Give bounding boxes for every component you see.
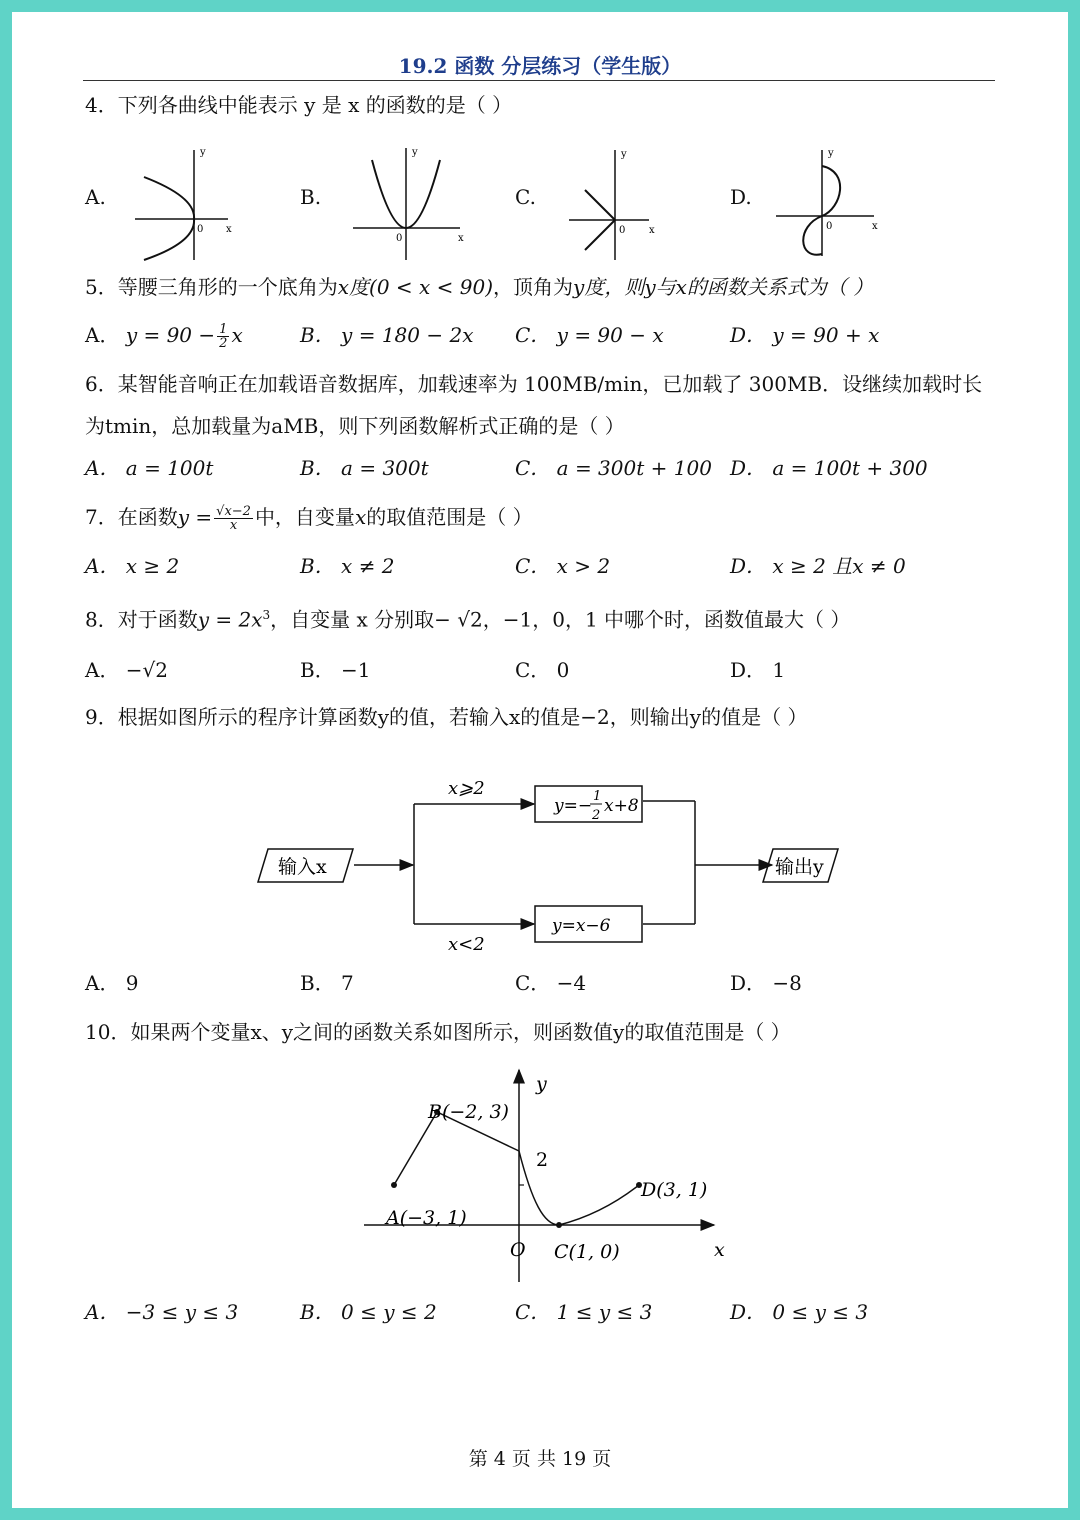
q6-option-c: C． a = 300t + 100 [515,456,712,480]
q4c-origin: 0 [619,225,626,236]
q5-a-text2: x [231,323,243,347]
q7-den: x [229,518,238,533]
q9-option-a: A． 9 [85,971,139,995]
q10-tick-2: 2 [536,1149,549,1171]
q6-line1: 6．某智能音响正在加载语音数据库，加载速率为 100MB/min，已加载了 300MB．设继续加载时长 [85,372,983,396]
q7-option-b: B． x ≠ 2 [300,554,395,578]
q8-stem-exp: 3 [262,608,271,622]
q7-stem-y: y = [177,505,213,529]
q10-point-A [391,1182,397,1188]
q5-stem-c: ，顶角为 [493,275,574,299]
q8-stem [85,600,850,635]
q7-stem [85,502,533,532]
q10-y-label: y [536,1073,547,1095]
flow-input-label: 输入x [278,856,327,878]
q8-stem-f: y = 2x [197,607,263,632]
q8-stem-b: ，自变量 x 分别取− √2，−1，0，1 中哪个时，函数值最大（ ） [270,607,851,632]
q7-stem-x: x [354,505,367,529]
flow-cond-bottom: x<2 [448,934,485,955]
q4d-origin: 0 [826,221,833,232]
q4-stem: 4．下列各曲线中能表示 y 是 x 的函数的是（ ） [85,93,513,117]
q5-stem-e: y与x的函数关系式为（ ） [644,275,874,299]
q7-option-d: D． x ≥ 2 且x ≠ 0 [730,554,906,578]
q5-option-d: D． y = 90 + x [730,323,880,347]
q6-option-a: A． a = 100t [85,456,214,480]
worksheet-page [12,12,1068,1508]
page-header: 19.2 函数 分层练习（学生版） [398,54,682,78]
q8-option-b: B． −1 [300,658,371,682]
flow-box-top-b: x+8 [604,796,639,816]
flow-box-top-num: 1 [593,789,602,804]
q10-label-C: C(1, 0) [554,1241,620,1263]
q4b-y-label: y [412,147,418,158]
q4c-y-label: y [621,149,627,160]
q10-option-d: D． 0 ≤ y ≤ 3 [730,1300,869,1324]
q9-option-b: B． 7 [300,971,354,995]
flow-cond-top: x⩾2 [448,778,485,799]
q10-option-b: B． 0 ≤ y ≤ 2 [300,1300,437,1324]
q5-a-num: 1 [219,322,228,337]
q5-a-den: 2 [219,336,228,351]
q8-option-c: C． 0 [515,658,570,682]
flow-box-top-a: y=− [554,796,593,816]
q9-option-d: D． −8 [730,971,802,995]
q4-option-b-label: B. [300,185,322,209]
page-footer: 第 4 页 共 19 页 [468,1448,612,1470]
q7-stem-a: 7．在函数 [85,505,178,529]
q4b-origin: 0 [396,233,403,244]
q4-option-c-label: C. [515,185,536,209]
q5-stem-b: x度(0 < x < 90) [337,275,494,299]
q7-stem-c: 的取值范围是（ ） [366,505,533,529]
q6-line2: 为tmin，总加载量为aMB，则下列函数解析式正确的是（ ） [85,414,625,438]
q5-stem-a: 5．等腰三角形的一个底角为 [85,275,338,299]
q10-x-label: x [714,1239,725,1261]
q4-graph-b [348,142,478,262]
q4-graph-c [565,144,665,262]
flow-box-bottom-label: y=x−6 [552,916,611,936]
q10-stem: 10．如果两个变量x、y之间的函数关系如图所示，则函数值y的取值范围是（ ） [85,1020,791,1044]
q4a-origin: 0 [197,224,204,235]
q7-option-a: A． x ≥ 2 [85,554,180,578]
q4d-x-label: x [872,221,878,232]
q7-num: √x−2 [216,504,251,519]
q4a-y-label: y [200,147,206,158]
q9-flowchart [248,764,848,954]
q8-option-a: A． −√2 [85,658,169,682]
q5-option-c: C． y = 90 − x [515,323,664,347]
q5-stem [85,272,873,302]
header-rule [83,80,995,81]
q4-option-d-label: D. [730,185,752,209]
flow-box-top-den: 2 [592,808,601,823]
q5-a-fraction [217,323,229,350]
q4a-x-label: x [226,224,232,235]
q5-a-text1: y = 90 − [125,323,216,347]
q10-option-c: C． 1 ≤ y ≤ 3 [515,1300,653,1324]
q6-option-b: B． a = 300t [300,456,429,480]
q4-option-a-label: A. [85,185,106,209]
q5-option-a [85,320,243,350]
q8-stem-a: 8．对于函数 [85,607,198,632]
q10-curve-CD [559,1185,639,1225]
q10-graph [352,1062,732,1292]
q5-stem-d: y度，则 [573,275,645,299]
q10-label-B: B(−2, 3) [428,1101,509,1123]
q10-origin: O [510,1239,526,1261]
q6-option-d: D． a = 100t + 300 [730,456,928,480]
q4-graph-a [130,142,240,262]
q4-graph-d [772,142,892,262]
q4c-x-label: x [649,225,655,236]
q5-a-label: A． [85,323,120,347]
q4d-y-label: y [828,148,834,159]
q10-option-a: A． −3 ≤ y ≤ 3 [85,1300,239,1324]
q8-option-d: D． 1 [730,658,786,682]
q7-option-c: C． x > 2 [515,554,611,578]
q9-option-c: C． −4 [515,971,587,995]
q10-point-C [556,1222,562,1228]
q10-label-A: A(−3, 1) [386,1207,467,1229]
q5-option-b: B． y = 180 − 2x [300,323,474,347]
flow-output-label: 输出y [775,856,824,878]
q9-stem: 9．根据如图所示的程序计算函数y的值，若输入x的值是−2，则输出y的值是（ ） [85,705,808,729]
q7-fraction [214,505,253,532]
q10-label-D: D(3, 1) [641,1179,708,1201]
q7-stem-b: 中，自变量 [254,505,355,529]
q4b-x-label: x [458,233,464,244]
